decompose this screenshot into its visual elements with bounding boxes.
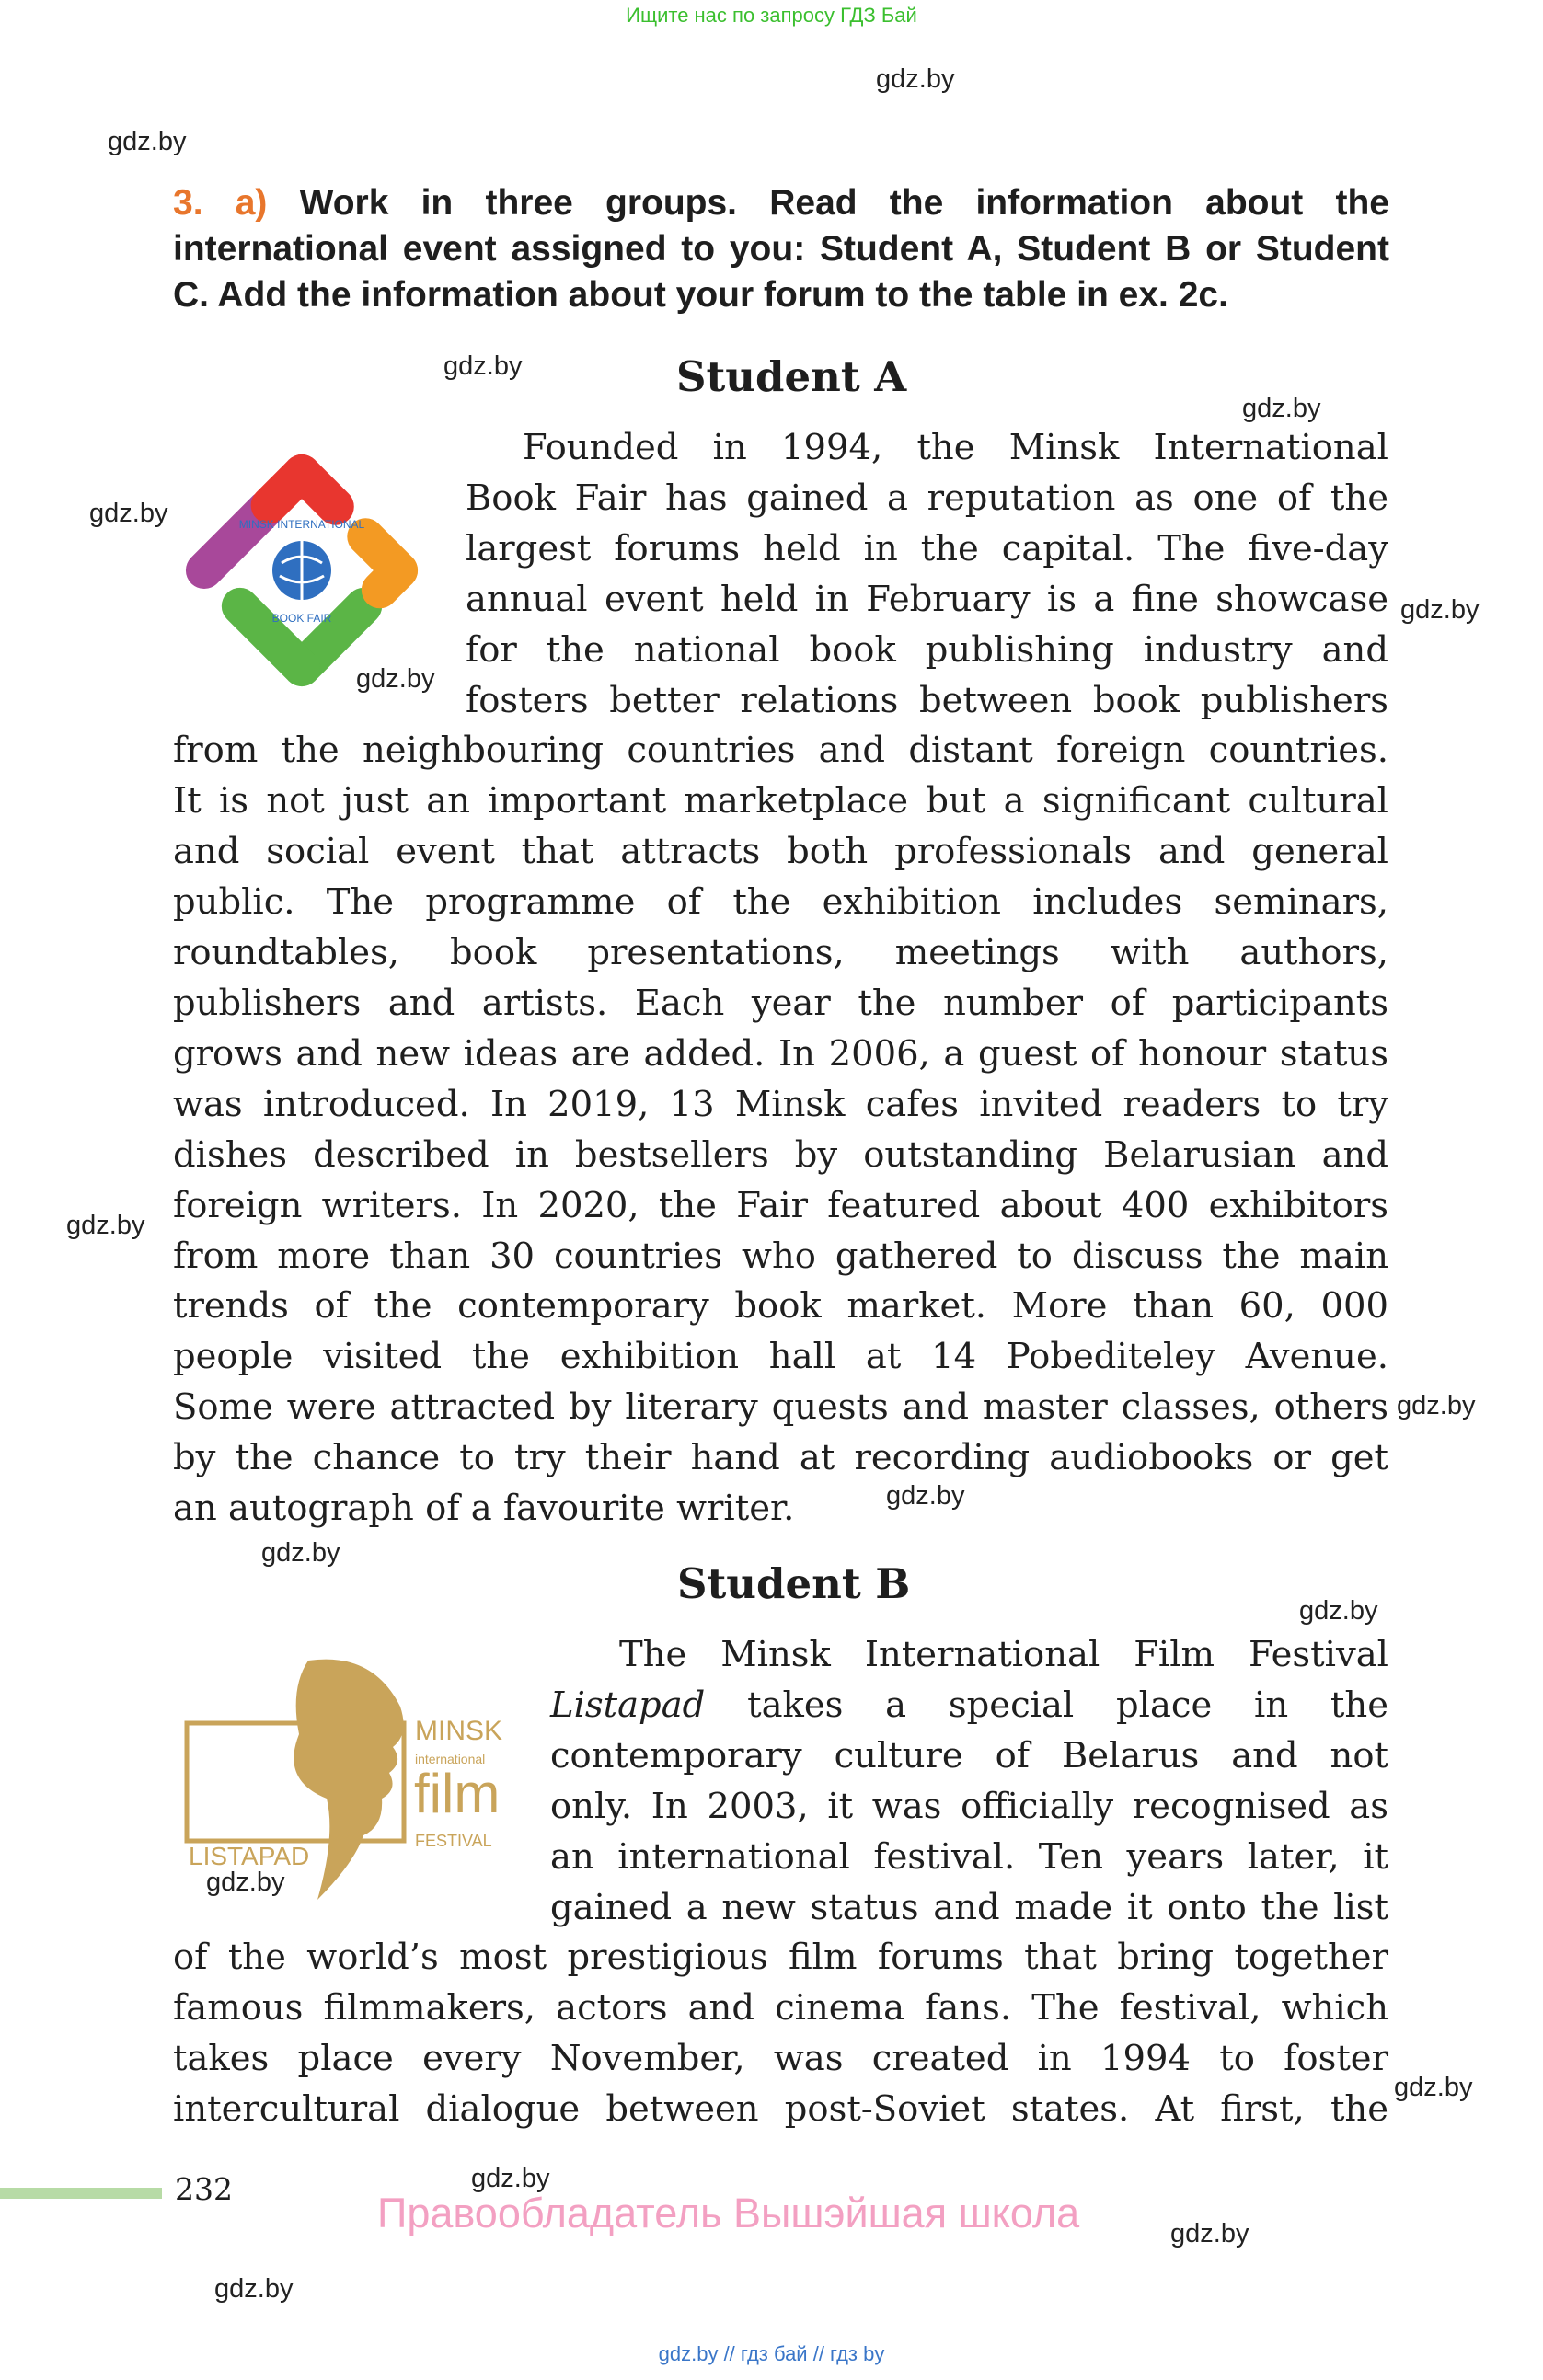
text-line: was introduced. In 2019, 13 Minsk cafes invited readers to try <box>173 1083 1388 1125</box>
watermark: gdz.by <box>471 2164 550 2193</box>
copyright-note: Правообладатель Вышэйшая школа <box>377 2190 1080 2236</box>
footer-links: gdz.by // гдз бай // гдз by <box>658 2342 885 2365</box>
task-instruction <box>173 180 1389 318</box>
watermark: gdz.by <box>1397 1391 1476 1420</box>
text-line: fosters better relations between book publishers <box>466 679 1388 721</box>
watermark: gdz.by <box>1299 1596 1378 1626</box>
logo-text-bottom: BOOK FAIR <box>271 612 332 625</box>
text-line: an international festival. Ten years later, it <box>550 1835 1388 1878</box>
watermark: gdz.by <box>1394 2073 1473 2102</box>
text-line: The Minsk International Film Festival <box>619 1634 1388 1675</box>
student-b-text <box>173 1630 1388 2135</box>
text-line: and social event that attracts both professionals and general <box>173 831 1388 873</box>
watermark: gdz.by <box>108 127 187 156</box>
watermark: gdz.by <box>876 64 955 94</box>
text-line: trends of the contemporary book market. More than 60, 000 <box>173 1285 1388 1328</box>
text-line: famous filmmakers, actors and cinema fans. The festival, which <box>173 1987 1388 2029</box>
text-line-rest: takes a special place in the <box>705 1684 1388 1726</box>
student-b-heading: Student B <box>677 1559 911 1608</box>
logo-minsk: MINSK <box>415 1716 503 1746</box>
text-line: people visited the exhibition hall at 14 Pobediteley Avenue. <box>173 1336 1388 1378</box>
top-search-note: Ищите нас по запросу ГДЗ Бай <box>626 4 917 27</box>
logo-film: film <box>414 1763 501 1824</box>
watermark: gdz.by <box>886 1481 965 1511</box>
logo-festival: FESTIVAL <box>415 1832 492 1850</box>
watermark: gdz.by <box>443 351 523 381</box>
watermark: gdz.by <box>1400 595 1480 625</box>
text-line: dishes described in bestsellers by outstanding Belarusian and <box>173 1133 1388 1176</box>
text-line: from more than 30 countries who gathered to discuss the main <box>173 1235 1388 1277</box>
text-line: for the national book publishing industry and <box>466 628 1388 671</box>
student-a-heading: Student A <box>676 352 907 401</box>
text-line: of the world’s most prestigious film forums that bring together <box>173 1937 1388 1979</box>
text-line: foreign writers. In 2020, the Fair featured about 400 exhibitors <box>173 1184 1388 1226</box>
task-number: 3. a) <box>173 183 268 223</box>
watermark: gdz.by <box>1170 2219 1249 2248</box>
text-line: by the chance to try their hand at recording audiobooks or get <box>173 1437 1388 1479</box>
logo-international: international <box>415 1752 486 1766</box>
film-festival-name: Listapad <box>550 1684 706 1726</box>
watermark: gdz.by <box>356 664 435 694</box>
text-line: contemporary culture of Belarus and not <box>550 1734 1388 1776</box>
logo-listapad: LISTAPAD <box>189 1842 310 1870</box>
text-line: an autograph of a favourite writer. <box>173 1488 795 1530</box>
text-line: from the neighbouring countries and distant foreign countries. <box>173 730 1388 772</box>
text-line: roundtables, book presentations, meetings with authors, <box>173 932 1388 974</box>
text-line: Some were attracted by literary quests and master classes, others <box>173 1386 1388 1429</box>
watermark: gdz.by <box>214 2274 294 2304</box>
logo-text-top: MINSK INTERNATIONAL <box>238 518 365 531</box>
text-line: only. In 2003, it was officially recognised as <box>550 1785 1388 1827</box>
student-a-text <box>173 423 1388 1535</box>
text-line: gained a new status and made it onto the list <box>550 1886 1388 1928</box>
page-number: 232 <box>175 2171 233 2207</box>
task-text: Work in three groups. Read the information about the international event assigned to you: Student A, Student B or Student C. Add the information about your forum to the table in ex. 2c. <box>173 183 1389 315</box>
text-line: grows and new ideas are added. In 2006, a guest of honour status <box>173 1032 1388 1075</box>
text-line: public. The programme of the exhibition includes seminars, <box>173 881 1388 924</box>
text-line: takes place every November, was created in 1994 to foster <box>173 2038 1388 2080</box>
text-line: Founded in 1994, the Minsk International <box>523 427 1388 468</box>
text-line <box>550 1681 1388 1731</box>
text-line: It is not just an important marketplace but a significant cultural <box>173 780 1388 822</box>
page-number-bar <box>0 2188 162 2199</box>
text-line: Book Fair has gained a reputation as one of the <box>466 477 1388 519</box>
text-line: largest forums held in the capital. The five-day <box>466 527 1388 569</box>
watermark: gdz.by <box>66 1211 145 1240</box>
text-line: publishers and artists. Each year the number of participants <box>173 982 1388 1024</box>
text-line: annual event held in February is a fine showcase <box>466 578 1388 620</box>
watermark: gdz.by <box>261 1538 340 1568</box>
watermark: gdz.by <box>89 499 168 528</box>
watermark: gdz.by <box>1242 394 1321 423</box>
watermark: gdz.by <box>206 1868 285 1897</box>
text-line: intercultural dialogue between post-Soviet states. At first, the <box>173 2088 1388 2131</box>
